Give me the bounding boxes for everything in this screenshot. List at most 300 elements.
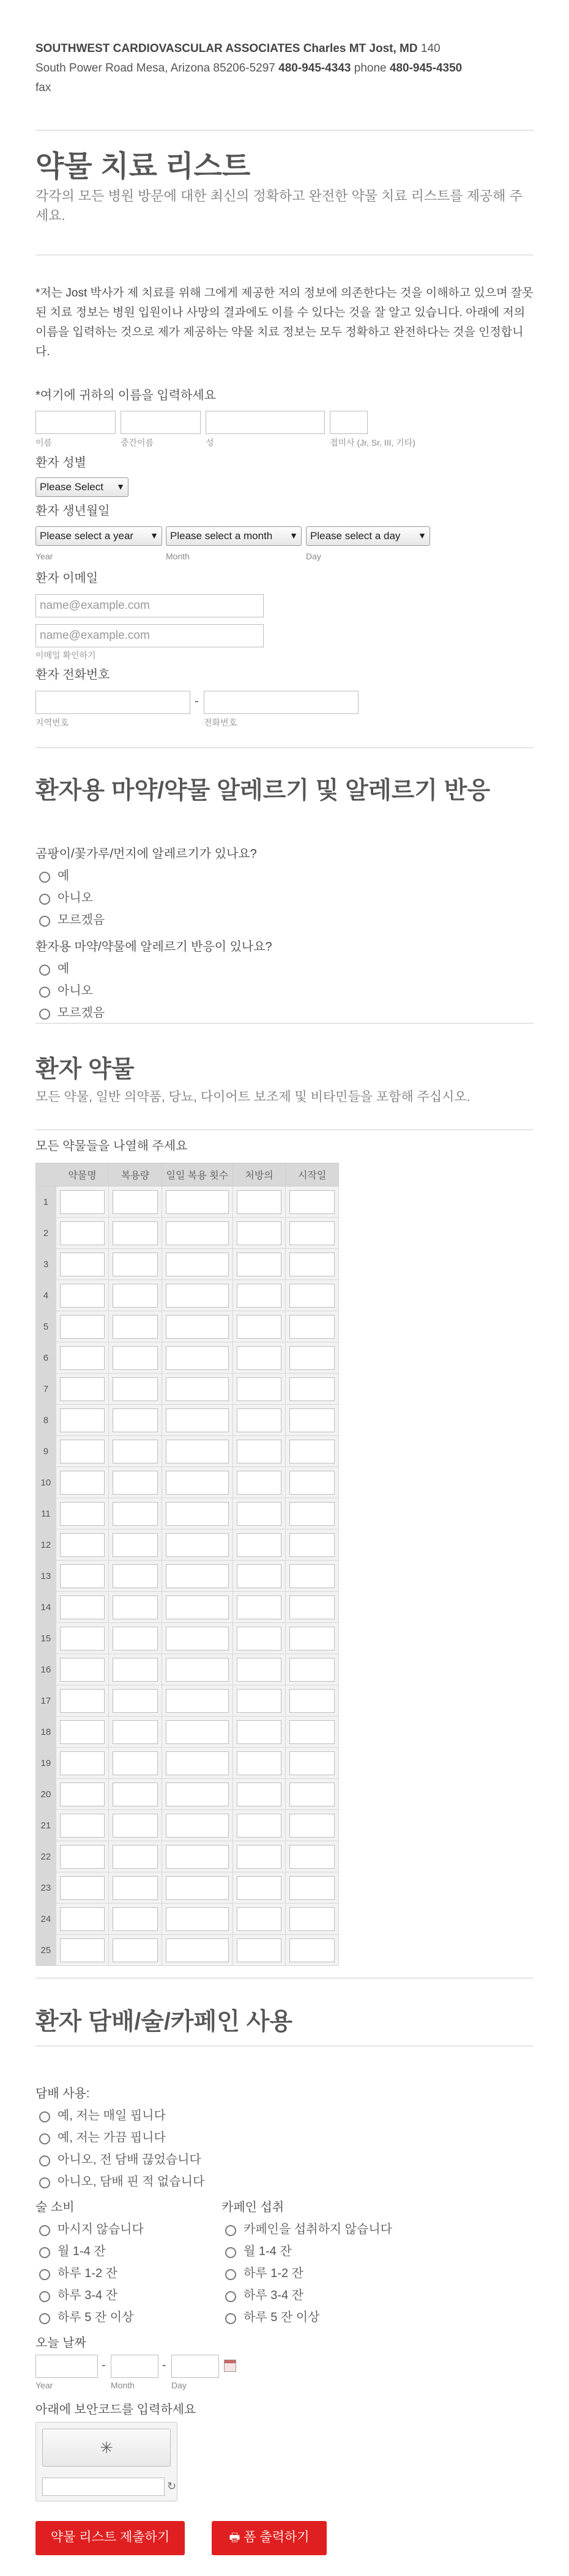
medication-cell-input[interactable] xyxy=(289,1720,335,1744)
table-row xyxy=(36,1311,339,1342)
medication-cell-input[interactable] xyxy=(166,1564,229,1588)
medication-cell-input[interactable] xyxy=(166,1315,229,1339)
medication-cell-input[interactable] xyxy=(237,1876,282,1900)
medication-cell-input[interactable] xyxy=(237,1408,282,1432)
radio-option[interactable]: 하루 5 잔 이상 xyxy=(39,2307,144,2329)
form-header xyxy=(35,150,534,226)
divider xyxy=(35,130,534,131)
dob-label: 환자 생년월일 xyxy=(35,504,110,518)
medication-cell-input[interactable] xyxy=(237,1720,282,1744)
today-year-sublabel: Year xyxy=(35,2380,53,2390)
medication-cell-input[interactable] xyxy=(237,1938,282,1962)
table-row xyxy=(36,1748,339,1779)
middle-name-input[interactable] xyxy=(121,411,201,434)
medication-cell-input[interactable] xyxy=(166,1876,229,1900)
alcohol-options xyxy=(39,2219,144,2329)
table-row xyxy=(36,1498,339,1529)
medication-cell-input[interactable] xyxy=(113,1502,158,1526)
medication-cell-input[interactable] xyxy=(60,1284,105,1308)
medication-cell-input[interactable] xyxy=(289,1190,335,1214)
radio-icon[interactable] xyxy=(39,2225,50,2236)
row-number: 25 xyxy=(36,1935,56,1966)
table-row xyxy=(36,1717,339,1748)
medication-cell-input[interactable] xyxy=(289,1564,335,1588)
medication-cell-input[interactable] xyxy=(289,1533,335,1557)
medication-cell-input[interactable] xyxy=(60,1814,105,1838)
medication-cell-input[interactable] xyxy=(289,1627,335,1650)
radio-option[interactable]: 월 1-4 잔 xyxy=(225,2241,392,2263)
radio-icon[interactable] xyxy=(39,2291,50,2302)
loading-spinner-icon: ✳ xyxy=(42,2429,171,2467)
dob-month-sublabel: Month xyxy=(166,551,190,561)
practice-info: SOUTHWEST CARDIOVASCULAR ASSOCIATES Charles MT Jost, MD 140 South Power Road Mesa, Arizona 85206-5297 480-945-4343 phone 480-945-4350 fax xyxy=(35,42,463,94)
row-number: 4 xyxy=(36,1280,56,1311)
medication-cell-input[interactable] xyxy=(60,1408,105,1432)
medication-cell-input[interactable] xyxy=(237,1377,282,1401)
medication-cell-input[interactable] xyxy=(166,1845,229,1869)
medication-cell-input[interactable] xyxy=(166,1814,229,1838)
chevron-down-icon: ▼ xyxy=(418,531,426,540)
radio-option[interactable]: 예 xyxy=(39,959,105,981)
captcha-box xyxy=(35,2422,177,2501)
meds-table-label: 모든 약물들을 나열해 주세요 xyxy=(35,1139,188,1153)
gender-select[interactable]: Please Select ▼ xyxy=(35,477,128,497)
medication-cell-input[interactable] xyxy=(166,1346,229,1370)
medication-cell-input[interactable] xyxy=(166,1533,229,1557)
form-page xyxy=(0,0,569,98)
radio-icon[interactable] xyxy=(39,894,50,905)
medication-cell-input[interactable] xyxy=(237,1533,282,1557)
medication-cell-input[interactable] xyxy=(237,1346,282,1370)
medication-cell-input[interactable] xyxy=(289,1253,335,1276)
chevron-down-icon: ▼ xyxy=(289,531,298,540)
email-label: 환자 이메일 xyxy=(35,572,99,585)
medication-cell-input[interactable] xyxy=(237,1284,282,1308)
medication-cell-input[interactable] xyxy=(113,1938,158,1962)
medication-cell-input[interactable] xyxy=(60,1564,105,1588)
medication-cell-input[interactable] xyxy=(60,1907,105,1931)
medication-cell-input[interactable] xyxy=(237,1595,282,1619)
medication-cell-input[interactable] xyxy=(113,1315,158,1339)
radio-icon[interactable] xyxy=(39,2155,50,2166)
medication-cell-input[interactable] xyxy=(289,1284,335,1308)
radio-option[interactable]: 하루 1-2 잔 xyxy=(225,2263,392,2285)
phone-area-input[interactable] xyxy=(35,691,190,714)
medication-cell-input[interactable] xyxy=(60,1658,105,1682)
medication-cell-input[interactable] xyxy=(166,1907,229,1931)
medication-cell-input[interactable] xyxy=(113,1814,158,1838)
medication-cell-input[interactable] xyxy=(289,1814,335,1838)
medication-cell-input[interactable] xyxy=(113,1689,158,1713)
medication-cell-input[interactable] xyxy=(166,1751,229,1775)
medication-cell-input[interactable] xyxy=(237,1190,282,1214)
medication-cell-input[interactable] xyxy=(113,1471,158,1495)
first-name-input[interactable] xyxy=(35,411,116,434)
radio-option[interactable]: 아니오, 담배 핀 적 없습니다 xyxy=(39,2171,204,2193)
row-number: 9 xyxy=(36,1436,56,1467)
alcohol-label: 술 소비 xyxy=(35,2201,75,2214)
phone-label: 환자 전화번호 xyxy=(35,668,110,682)
medication-cell-input[interactable] xyxy=(237,1689,282,1713)
medication-cell-input[interactable] xyxy=(237,1751,282,1775)
suffix-input[interactable] xyxy=(330,411,368,434)
radio-icon[interactable] xyxy=(225,2269,236,2280)
table-row xyxy=(36,1623,339,1654)
medication-cell-input[interactable] xyxy=(113,1783,158,1806)
column-header: 일일 복용 횟수 xyxy=(162,1163,232,1187)
medication-cell-input[interactable] xyxy=(289,1658,335,1682)
row-number: 20 xyxy=(36,1779,56,1810)
row-number: 10 xyxy=(36,1467,56,1498)
medication-cell-input[interactable] xyxy=(289,1876,335,1900)
table-row xyxy=(36,1218,339,1249)
medication-cell-input[interactable] xyxy=(237,1440,282,1463)
table-row xyxy=(36,1654,339,1685)
medication-cell-input[interactable] xyxy=(289,1689,335,1713)
page-title: 약물 치료 리스트 xyxy=(35,150,251,183)
radio-option[interactable]: 카페인을 섭취하지 않습니다 xyxy=(225,2219,392,2241)
medication-cell-input[interactable] xyxy=(60,1533,105,1557)
medication-cell-input[interactable] xyxy=(289,1315,335,1339)
dob-year-sublabel: Year xyxy=(35,551,53,561)
radio-option[interactable]: 모르겠음 xyxy=(39,1003,105,1025)
medication-cell-input[interactable] xyxy=(60,1845,105,1869)
tobacco-label: 담배 사용: xyxy=(35,2087,90,2100)
medication-cell-input[interactable] xyxy=(60,1720,105,1744)
last-name-sublabel: 성 xyxy=(206,438,214,447)
radio-option[interactable]: 하루 3-4 잔 xyxy=(39,2285,144,2307)
table-row xyxy=(36,1405,339,1436)
medication-cell-input[interactable] xyxy=(60,1471,105,1495)
today-day-input[interactable] xyxy=(171,2355,219,2378)
row-number: 24 xyxy=(36,1904,56,1935)
medication-cell-input[interactable] xyxy=(289,1751,335,1775)
medication-cell-input[interactable] xyxy=(113,1190,158,1214)
medication-cell-input[interactable] xyxy=(166,1221,229,1245)
name-label: *여기에 귀하의 이름을 입력하세요 xyxy=(35,389,216,402)
medication-cell-input[interactable] xyxy=(113,1751,158,1775)
medication-cell-input[interactable] xyxy=(289,1938,335,1962)
radio-option[interactable]: 모르겠음 xyxy=(39,910,105,932)
today-month-sublabel: Month xyxy=(111,2380,135,2390)
suffix-sublabel: 접미사 (Jr, Sr, III, 기타) xyxy=(330,438,415,447)
radio-icon[interactable] xyxy=(39,2177,50,2188)
table-row xyxy=(36,1779,339,1810)
medication-cell-input[interactable] xyxy=(237,1221,282,1245)
medication-cell-input[interactable] xyxy=(113,1346,158,1370)
table-row xyxy=(36,1374,339,1405)
medication-cell-input[interactable] xyxy=(289,1408,335,1432)
row-number: 7 xyxy=(36,1374,56,1405)
radio-option[interactable]: 아니오 xyxy=(39,888,105,910)
radio-option[interactable]: 아니오, 전 담배 끊었습니다 xyxy=(39,2149,204,2171)
row-number: 6 xyxy=(36,1342,56,1374)
medication-cell-input[interactable] xyxy=(113,1221,158,1245)
medication-cell-input[interactable] xyxy=(113,1408,158,1432)
middle-name-sublabel: 중간이름 xyxy=(121,438,154,447)
radio-icon[interactable] xyxy=(225,2225,236,2236)
table-row xyxy=(36,1592,339,1623)
medication-cell-input[interactable] xyxy=(237,1845,282,1869)
medication-cell-input[interactable] xyxy=(289,1440,335,1463)
row-number: 22 xyxy=(36,1841,56,1872)
medication-cell-input[interactable] xyxy=(166,1938,229,1962)
medication-cell-input[interactable] xyxy=(113,1845,158,1869)
radio-option[interactable]: 예 xyxy=(39,866,105,888)
medication-cell-input[interactable] xyxy=(113,1253,158,1276)
row-number: 23 xyxy=(36,1872,56,1904)
divider xyxy=(35,747,534,748)
column-header: 복용량 xyxy=(109,1163,162,1187)
radio-option[interactable]: 하루 1-2 잔 xyxy=(39,2263,144,2285)
medication-cell-input[interactable] xyxy=(166,1190,229,1214)
table-row xyxy=(36,1904,339,1935)
medication-cell-input[interactable] xyxy=(289,1502,335,1526)
row-number: 8 xyxy=(36,1405,56,1436)
medication-cell-input[interactable] xyxy=(113,1533,158,1557)
medication-cell-input[interactable] xyxy=(60,1751,105,1775)
radio-icon[interactable] xyxy=(39,965,50,976)
radio-icon[interactable] xyxy=(225,2313,236,2324)
medication-cell-input[interactable] xyxy=(237,1315,282,1339)
radio-icon[interactable] xyxy=(39,2313,50,2324)
today-month-input[interactable] xyxy=(111,2355,158,2378)
divider xyxy=(35,2045,534,2047)
medication-cell-input[interactable] xyxy=(60,1876,105,1900)
medication-cell-input[interactable] xyxy=(113,1658,158,1682)
radio-icon[interactable] xyxy=(225,2291,236,2302)
today-year-input[interactable] xyxy=(35,2355,98,2378)
medication-cell-input[interactable] xyxy=(289,1377,335,1401)
column-header: 처방의 xyxy=(232,1163,286,1187)
medication-cell-input[interactable] xyxy=(237,1783,282,1806)
medication-cell-input[interactable] xyxy=(166,1783,229,1806)
divider xyxy=(35,254,534,256)
radio-icon[interactable] xyxy=(39,2133,50,2144)
practice-fax: 480-945-4350 xyxy=(389,62,463,75)
today-day-sublabel: Day xyxy=(171,2380,187,2390)
medication-cell-input[interactable] xyxy=(166,1689,229,1713)
medication-cell-input[interactable] xyxy=(113,1284,158,1308)
captcha-input[interactable] xyxy=(42,2478,165,2496)
last-name-input[interactable] xyxy=(206,411,325,434)
radio-icon[interactable] xyxy=(39,1009,50,1020)
medication-cell-input[interactable] xyxy=(60,1253,105,1276)
captcha-label: 아래에 보안코드를 입력하세요 xyxy=(35,2403,196,2416)
medication-cell-input[interactable] xyxy=(113,1595,158,1619)
radio-icon[interactable] xyxy=(39,872,50,883)
meds-section-subtitle: 모든 약물, 일반 의약품, 당뇨, 다이어트 보조제 및 비타민들을 포함해 주십시오. xyxy=(35,1090,470,1104)
medication-cell-input[interactable] xyxy=(60,1689,105,1713)
dob-year-select[interactable]: Please select a year ▼ xyxy=(35,526,162,546)
allergy-q2-options xyxy=(39,959,105,1025)
phone-number-input[interactable] xyxy=(204,691,359,714)
table-row xyxy=(36,1342,339,1374)
column-header: 시작일 xyxy=(286,1163,339,1187)
medication-cell-input[interactable] xyxy=(166,1253,229,1276)
row-number: 11 xyxy=(36,1498,56,1529)
medication-cell-input[interactable] xyxy=(166,1440,229,1463)
radio-option[interactable]: 하루 3-4 잔 xyxy=(225,2285,392,2307)
allergy-q2: 환자용 마약/약물에 알레르기 반응이 있나요? xyxy=(35,940,272,954)
row-number: 19 xyxy=(36,1748,56,1779)
medication-cell-input[interactable] xyxy=(113,1564,158,1588)
practice-address: South Power Road Mesa, Arizona 85206-5297 xyxy=(35,62,279,75)
row-number: 16 xyxy=(36,1654,56,1685)
medication-cell-input[interactable] xyxy=(113,1627,158,1650)
first-name-sublabel: 이름 xyxy=(35,438,53,447)
table-row xyxy=(36,1841,339,1872)
consent-notice: *저는 Jost 박사가 제 치료를 위해 그에게 제공한 저의 정보에 의존한다는 것을 이해하고 있으며 잘못된 치료 정보는 병원 입원이나 사망의 결과에도 이를 수 있다는 것을 잘 알고 있습니다. 아래에 저의 이름을 입력하는 것으로 제가 제공하는 약물 치료 정보는 모두 정확하고 완전하다는 것을 인정합니다. xyxy=(35,287,534,358)
medication-table xyxy=(35,1163,339,1966)
radio-option[interactable]: 아니오 xyxy=(39,981,105,1003)
row-number: 15 xyxy=(36,1623,56,1654)
dob-day-sublabel: Day xyxy=(306,551,321,561)
row-number: 18 xyxy=(36,1717,56,1748)
habits-section-title: 환자 담배/술/카페인 사용 xyxy=(35,2009,293,2035)
table-row xyxy=(36,1561,339,1592)
row-number: 3 xyxy=(36,1249,56,1280)
radio-option[interactable]: 예, 저는 가끔 핍니다 xyxy=(39,2127,204,2149)
practice-name: SOUTHWEST CARDIOVASCULAR ASSOCIATES Charles MT Jost, MD xyxy=(35,42,418,55)
medication-cell-input[interactable] xyxy=(113,1720,158,1744)
radio-option[interactable]: 하루 5 잔 이상 xyxy=(225,2307,392,2329)
table-row xyxy=(36,1467,339,1498)
radio-icon[interactable] xyxy=(39,2269,50,2280)
medication-cell-input[interactable] xyxy=(166,1627,229,1650)
medication-cell-input[interactable] xyxy=(60,1315,105,1339)
table-row xyxy=(36,1685,339,1717)
row-number: 5 xyxy=(36,1311,56,1342)
allergy-q1: 곰팡이/꽃가루/먼지에 알레르기가 있나요? xyxy=(35,847,257,861)
medication-cell-input[interactable] xyxy=(113,1876,158,1900)
phone-number-sublabel: 전화번호 xyxy=(204,718,237,727)
calendar-icon[interactable] xyxy=(224,2360,236,2372)
table-row xyxy=(36,1187,339,1218)
medication-cell-input[interactable] xyxy=(237,1627,282,1650)
submit-button[interactable]: 약물 리스트 제출하기 xyxy=(35,2521,185,2555)
email-confirm-input[interactable]: name@example.com xyxy=(35,624,264,647)
table-row xyxy=(36,1436,339,1467)
table-header-row xyxy=(36,1163,339,1187)
email-input[interactable]: name@example.com xyxy=(35,594,264,617)
dob-month-select[interactable]: Please select a month ▼ xyxy=(166,526,302,546)
table-row xyxy=(36,1810,339,1841)
meds-section-title: 환자 약물 xyxy=(35,1056,135,1083)
medication-cell-input[interactable] xyxy=(60,1595,105,1619)
medication-cell-input[interactable] xyxy=(113,1907,158,1931)
printer-icon: 🖶 xyxy=(229,2531,240,2544)
medication-cell-input[interactable] xyxy=(289,1907,335,1931)
tobacco-options xyxy=(39,2105,204,2193)
medication-cell-input[interactable] xyxy=(289,1221,335,1245)
medication-cell-input[interactable] xyxy=(113,1440,158,1463)
divider xyxy=(35,1978,534,1979)
medication-cell-input[interactable] xyxy=(60,1190,105,1214)
medication-cell-input[interactable] xyxy=(166,1720,229,1744)
divider xyxy=(35,1023,534,1024)
chevron-down-icon: ▼ xyxy=(150,531,158,540)
medication-cell-input[interactable] xyxy=(60,1440,105,1463)
radio-icon[interactable] xyxy=(39,987,50,998)
medication-cell-input[interactable] xyxy=(60,1783,105,1806)
table-row xyxy=(36,1529,339,1561)
medication-cell-input[interactable] xyxy=(237,1658,282,1682)
print-button[interactable]: 🖶 폼 출력하기 xyxy=(212,2521,327,2555)
table-row xyxy=(36,1872,339,1904)
page-subtitle: 각각의 모든 병원 방문에 대한 최신의 정확하고 완전한 약물 치료 리스트를 제공해 주세요. xyxy=(35,188,523,223)
medication-table-body xyxy=(36,1187,339,1966)
medication-cell-input[interactable] xyxy=(166,1377,229,1401)
medication-cell-input[interactable] xyxy=(237,1907,282,1931)
medication-cell-input[interactable] xyxy=(237,1814,282,1838)
radio-icon[interactable] xyxy=(39,916,50,927)
caffeine-label: 카페인 섭취 xyxy=(221,2201,284,2214)
medication-cell-input[interactable] xyxy=(237,1253,282,1276)
table-row xyxy=(36,1249,339,1280)
medication-cell-input[interactable] xyxy=(166,1471,229,1495)
row-number: 14 xyxy=(36,1592,56,1623)
medication-cell-input[interactable] xyxy=(289,1346,335,1370)
radio-icon[interactable] xyxy=(39,2247,50,2258)
email-confirm-sublabel: 이메일 확인하기 xyxy=(35,650,96,660)
radio-option[interactable]: 월 1-4 잔 xyxy=(39,2241,144,2263)
allergy-q1-options xyxy=(39,866,105,932)
medication-cell-input[interactable] xyxy=(166,1502,229,1526)
medication-cell-input[interactable] xyxy=(60,1221,105,1245)
medication-cell-input[interactable] xyxy=(60,1377,105,1401)
phone-area-sublabel: 지역번호 xyxy=(35,718,69,727)
medication-cell-input[interactable] xyxy=(166,1595,229,1619)
medication-cell-input[interactable] xyxy=(289,1471,335,1495)
medication-cell-input[interactable] xyxy=(289,1783,335,1806)
medication-cell-input[interactable] xyxy=(237,1471,282,1495)
medication-cell-input[interactable] xyxy=(289,1595,335,1619)
dob-day-select[interactable]: Please select a day ▼ xyxy=(306,526,430,546)
column-header: 약물명 xyxy=(56,1163,109,1187)
allergy-section-title: 환자용 마약/약물 알레르기 및 알레르기 반응 xyxy=(35,778,491,804)
practice-phone: 480-945-4343 xyxy=(278,62,351,75)
medication-cell-input[interactable] xyxy=(166,1284,229,1308)
row-number: 17 xyxy=(36,1685,56,1717)
medication-cell-input[interactable] xyxy=(237,1564,282,1588)
medication-cell-input[interactable] xyxy=(60,1346,105,1370)
medication-cell-input[interactable] xyxy=(60,1627,105,1650)
row-number: 21 xyxy=(36,1810,56,1841)
radio-option[interactable]: 마시지 않습니다 xyxy=(39,2219,144,2241)
refresh-icon[interactable]: ↻ xyxy=(167,2480,177,2492)
radio-icon[interactable] xyxy=(225,2247,236,2258)
chevron-down-icon: ▼ xyxy=(116,482,125,491)
medication-cell-input[interactable] xyxy=(289,1845,335,1869)
medication-cell-input[interactable] xyxy=(113,1377,158,1401)
caffeine-options xyxy=(225,2219,392,2329)
table-row xyxy=(36,1935,339,1966)
gender-label: 환자 성별 xyxy=(35,456,86,469)
radio-icon[interactable] xyxy=(39,2111,50,2122)
medication-cell-input[interactable] xyxy=(237,1502,282,1526)
medication-cell-input[interactable] xyxy=(60,1938,105,1962)
row-number: 12 xyxy=(36,1529,56,1561)
medication-cell-input[interactable] xyxy=(60,1502,105,1526)
today-label: 오늘 날짜 xyxy=(35,2336,86,2350)
divider xyxy=(35,1129,534,1130)
medication-cell-input[interactable] xyxy=(166,1658,229,1682)
radio-option[interactable]: 예, 저는 매일 핍니다 xyxy=(39,2105,204,2127)
table-row xyxy=(36,1280,339,1311)
medication-cell-input[interactable] xyxy=(166,1408,229,1432)
row-number: 1 xyxy=(36,1187,56,1218)
